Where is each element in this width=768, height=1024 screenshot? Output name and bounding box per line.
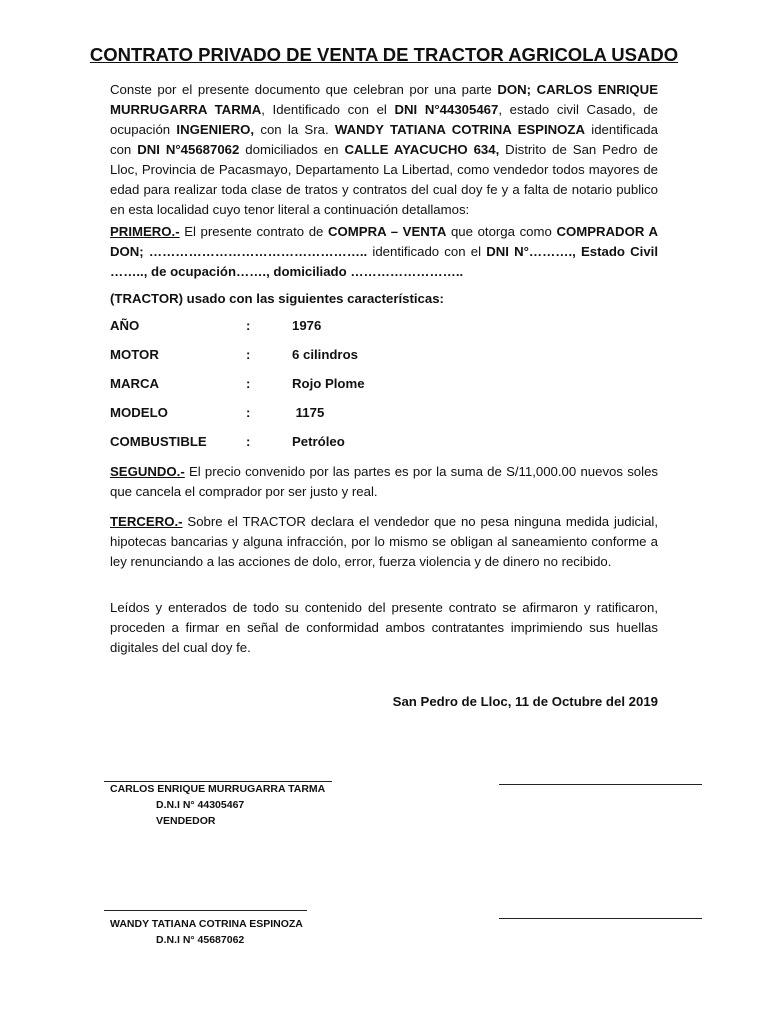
spec-row-marca: [110, 376, 658, 396]
address: CALLE AYACUCHO 634,: [344, 142, 500, 157]
clause-heading: PRIMERO.-: [110, 224, 180, 239]
spec-value: 1976: [292, 318, 322, 333]
clause-primero: [110, 222, 658, 282]
spec-row-motor: [110, 347, 658, 367]
seller-signature-dni: D.N.I N° 44305467: [156, 799, 245, 811]
spec-colon: :: [246, 434, 251, 449]
seller-dni: DNI N°44305467: [394, 102, 499, 117]
cosigner-signature-name: WANDY TATIANA COTRINA ESPINOZA: [110, 918, 303, 930]
intro-text: , Identificado con el: [261, 102, 395, 117]
seller-occupation: INGENIERO,: [176, 122, 255, 137]
spec-colon: :: [246, 318, 251, 333]
spec-row-ano: [110, 318, 658, 338]
clause-tercero: [110, 512, 658, 572]
tractor-intro: (TRACTOR) usado con las siguientes características:: [110, 291, 444, 306]
intro-text: , estado civil Casado, de ocupación: [110, 102, 658, 137]
document-title: CONTRATO PRIVADO DE VENTA DE TRACTOR AGRICOLA USADO: [89, 44, 679, 65]
buyer-blank: COMPRADOR A DON; …………………………………………..: [110, 224, 658, 259]
clause-bold: COMPRA – VENTA: [328, 224, 447, 239]
cosigner-dni: DNI N°45687062: [137, 142, 240, 157]
clause-segundo: [110, 462, 658, 502]
seller-signature-role: VENDEDOR: [156, 815, 216, 827]
signature-line-right-1: [499, 784, 702, 785]
intro-paragraph: [110, 80, 658, 220]
spec-label: AÑO: [110, 318, 140, 333]
seller-name: DON; CARLOS ENRIQUE MURRUGARRA TARMA: [110, 82, 658, 117]
clause-text: identificado con el: [367, 244, 487, 259]
spec-colon: :: [246, 347, 251, 362]
intro-text: domiciliados en: [239, 142, 345, 157]
spec-value: Petróleo: [292, 434, 345, 449]
spec-value: Rojo Plome: [292, 376, 365, 391]
cosigner-name: WANDY TATIANA COTRINA ESPINOZA: [334, 122, 585, 137]
intro-text: Conste por el presente documento que celebran por una parte: [110, 82, 498, 97]
signature-line-seller: [104, 781, 332, 782]
spec-value: 6 cilindros: [292, 347, 358, 362]
spec-row-combustible: [110, 434, 658, 454]
cosigner-signature-dni: D.N.I N° 45687062: [156, 934, 245, 946]
closing-paragraph: Leídos y enterados de todo su contenido del presente contrato se afirmaron y ratificaron, proceden a firmar en señal de conformidad ambos contratantes imprimiendo sus huellas digitales del cual doy fe.: [110, 600, 658, 655]
clause-text: El precio convenido por las partes es por la suma de S/11,000.00 nuevos soles que cancela el comprador por ser justo y real.: [110, 464, 658, 499]
place-date: San Pedro de Lloc, 11 de Octubre del 2019: [392, 694, 658, 709]
clause-text: El presente contrato de: [179, 224, 328, 239]
clause-heading: TERCERO.-: [110, 514, 183, 529]
spec-colon: :: [246, 405, 251, 420]
signature-line-cosigner: [104, 910, 307, 911]
spec-row-modelo: [110, 405, 658, 425]
seller-signature-name: CARLOS ENRIQUE MURRUGARRA TARMA: [110, 783, 326, 795]
intro-text: identificada con: [110, 122, 658, 157]
spec-label: COMBUSTIBLE: [110, 434, 207, 449]
intro-text: Distrito de San Pedro de Lloc, Provincia de Pacasmayo, Departamento La Libertad, como vendedor todos mayores de edad para realizar toda clase de tratos y contratos del cual doy fe y a falta de notario publico en esta localidad cuyo tenor literal a continuación detallamos:: [110, 142, 658, 217]
clause-heading: SEGUNDO.-: [110, 464, 185, 479]
clause-text: que otorga como: [446, 224, 557, 239]
signature-line-right-2: [499, 918, 702, 919]
spec-label: MODELO: [110, 405, 168, 420]
spec-label: MOTOR: [110, 347, 159, 362]
spec-colon: :: [246, 376, 251, 391]
buyer-dni-blank: DNI N°……….,: [486, 244, 576, 259]
buyer-details-blank: Estado Civil …….., de ocupación……., domiciliado ……………………..: [110, 244, 658, 279]
clause-text: Sobre el TRACTOR declara el vendedor que no pesa ninguna medida judicial, hipotecas bancarias y alguna infracción, por lo mismo se obligan al saneamiento conforme a ley renunciando a las acciones de dolo, error, fuerza violencia y de dinero no recibido.: [110, 514, 658, 569]
spec-value: 1175: [292, 405, 325, 420]
intro-text: con la Sra.: [254, 122, 335, 137]
spec-label: MARCA: [110, 376, 160, 391]
